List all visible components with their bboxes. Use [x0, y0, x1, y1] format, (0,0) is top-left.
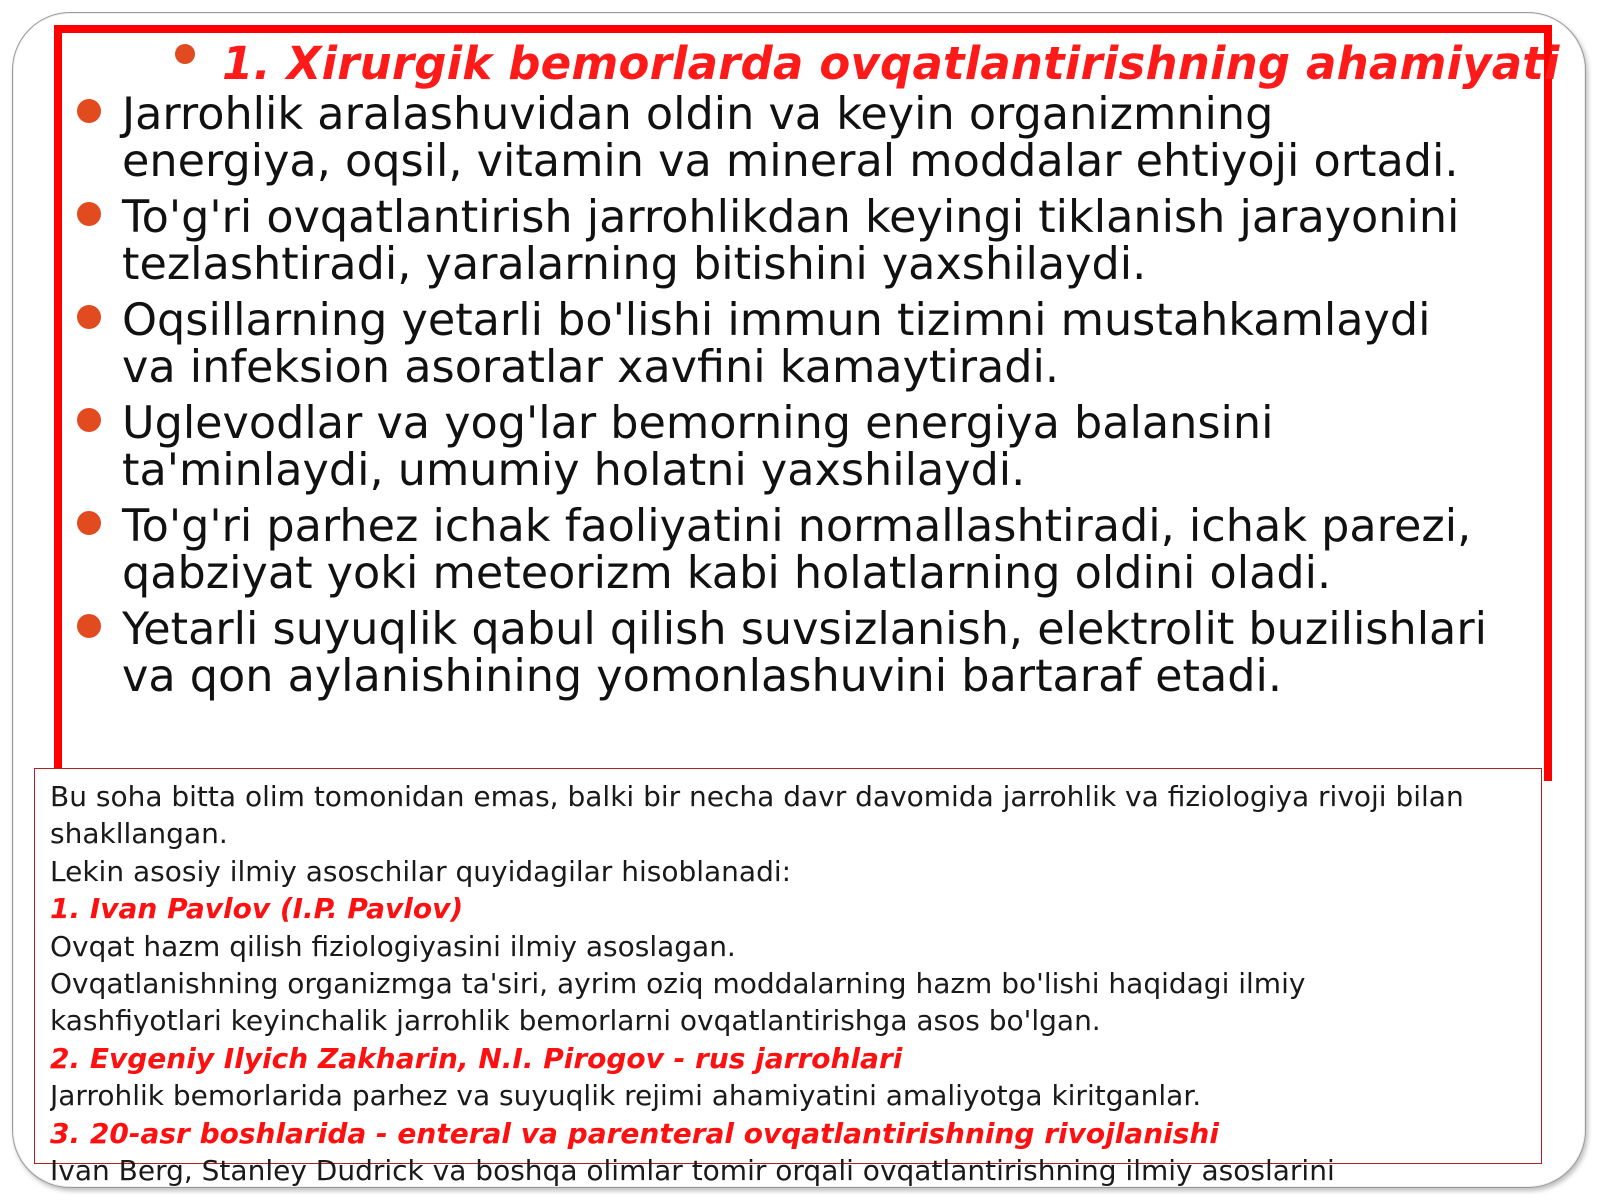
bullet-text — [122, 194, 1562, 288]
bullet-dot-icon — [77, 511, 101, 535]
slide-title-row — [170, 37, 1560, 96]
bullet-line: qabziyat yoki meteorizm kabi holatlarning oldini oladi. — [122, 548, 1332, 599]
bullet-line: energiya, oqsil, vitamin va mineral moddalar ehtiyoji ortadi. — [122, 136, 1459, 187]
bullet-line: Uglevodlar va yog'lar bemorning energiya balansini — [122, 398, 1274, 449]
info-line: kashfiyotlari keyinchalik jarrohlik bemorlarni ovqatlantirishga asos bo'lgan. — [50, 1004, 1101, 1038]
bullet-line: va infeksion asoratlar xavfini kamaytiradi. — [122, 342, 1060, 393]
bullet-dot-icon — [175, 44, 195, 64]
bullet-item — [0, 295, 1600, 407]
info-line: Bu soha bitta olim tomonidan emas, balki bir necha davr davomida jarrohlik va fiziologiya rivoji bilan — [50, 780, 1464, 813]
bullet-item — [0, 89, 1600, 201]
info-line: Jarrohlik bemorlarida parhez va suyuqlik rejimi ahamiyatini amaliyotga kiritganlar. — [50, 1079, 1202, 1113]
bullet-dot-icon — [77, 202, 101, 226]
info-text — [50, 778, 1550, 1188]
bullet-line: ta'minlaydi, umumiy holatni yaxshilaydi. — [122, 445, 1026, 496]
info-heading: 3. 20-asr boshlarida - enteral va parenteral ovqatlantirishning rivojlanishi — [50, 1116, 1219, 1150]
bullet-dot-icon — [77, 408, 101, 432]
bullet-dot-icon — [77, 614, 101, 638]
info-line: Ivan Berg, Stanley Dudrick va boshqa olimlar tomir orqali ovqatlantirishning ilmiy asoslarini — [50, 1153, 1335, 1187]
bullet-item — [0, 604, 1600, 716]
info-heading: 2. Evgeniy Ilyich Zakharin, N.I. Pirogov - rus jarrohlari — [50, 1041, 903, 1075]
info-heading: 1. Ivan Pavlov (I.P. Pavlov) — [50, 892, 464, 926]
bullet-line: Oqsillarning yetarli bo'lishi immun tizimni mustahkamlaydi — [122, 295, 1431, 346]
bullet-text — [122, 400, 1562, 494]
info-line: Lekin asosiy ilmiy asoschilar quyidagilar hisoblanadi: — [50, 854, 792, 888]
info-line: Ovqat hazm qilish fiziologiyasini ilmiy asoslagan. — [50, 929, 736, 963]
bullet-text — [122, 297, 1562, 391]
bullet-item — [0, 398, 1600, 510]
bullet-text — [122, 91, 1562, 185]
bullet-line: To'g'ri parhez ichak faoliyatini normallashtiradi, ichak parezi, — [122, 501, 1472, 552]
bullet-dot-icon — [77, 305, 101, 329]
info-line: shakllangan. — [50, 817, 228, 851]
bullet-text — [122, 606, 1562, 700]
bullet-dot-icon — [77, 99, 101, 123]
bullet-line: tezlashtiradi, yaralarning bitishini yaxshilaydi. — [122, 239, 1147, 290]
bullet-line: To'g'ri ovqatlantirish jarrohlikdan keyingi tiklanish jarayonini — [122, 192, 1460, 243]
bullet-text — [122, 503, 1562, 597]
bullet-item — [0, 192, 1600, 304]
slide-title: 1. Xirurgik bemorlarda ovqatlantirishning ahamiyati — [222, 37, 1560, 90]
info-line: Ovqatlanishning organizmga ta'siri, ayrim oziq moddalarning hazm bo'lishi haqidagi ilmiy — [50, 966, 1306, 1000]
bullet-line: va qon aylanishining yomonlashuvini bartaraf etadi. — [122, 651, 1283, 702]
bullet-item — [0, 501, 1600, 613]
bullet-line: Yetarli suyuqlik qabul qilish suvsizlanish, elektrolit buzilishlari — [122, 604, 1487, 655]
bullet-line: Jarrohlik aralashuvidan oldin va keyin organizmning — [122, 89, 1274, 140]
